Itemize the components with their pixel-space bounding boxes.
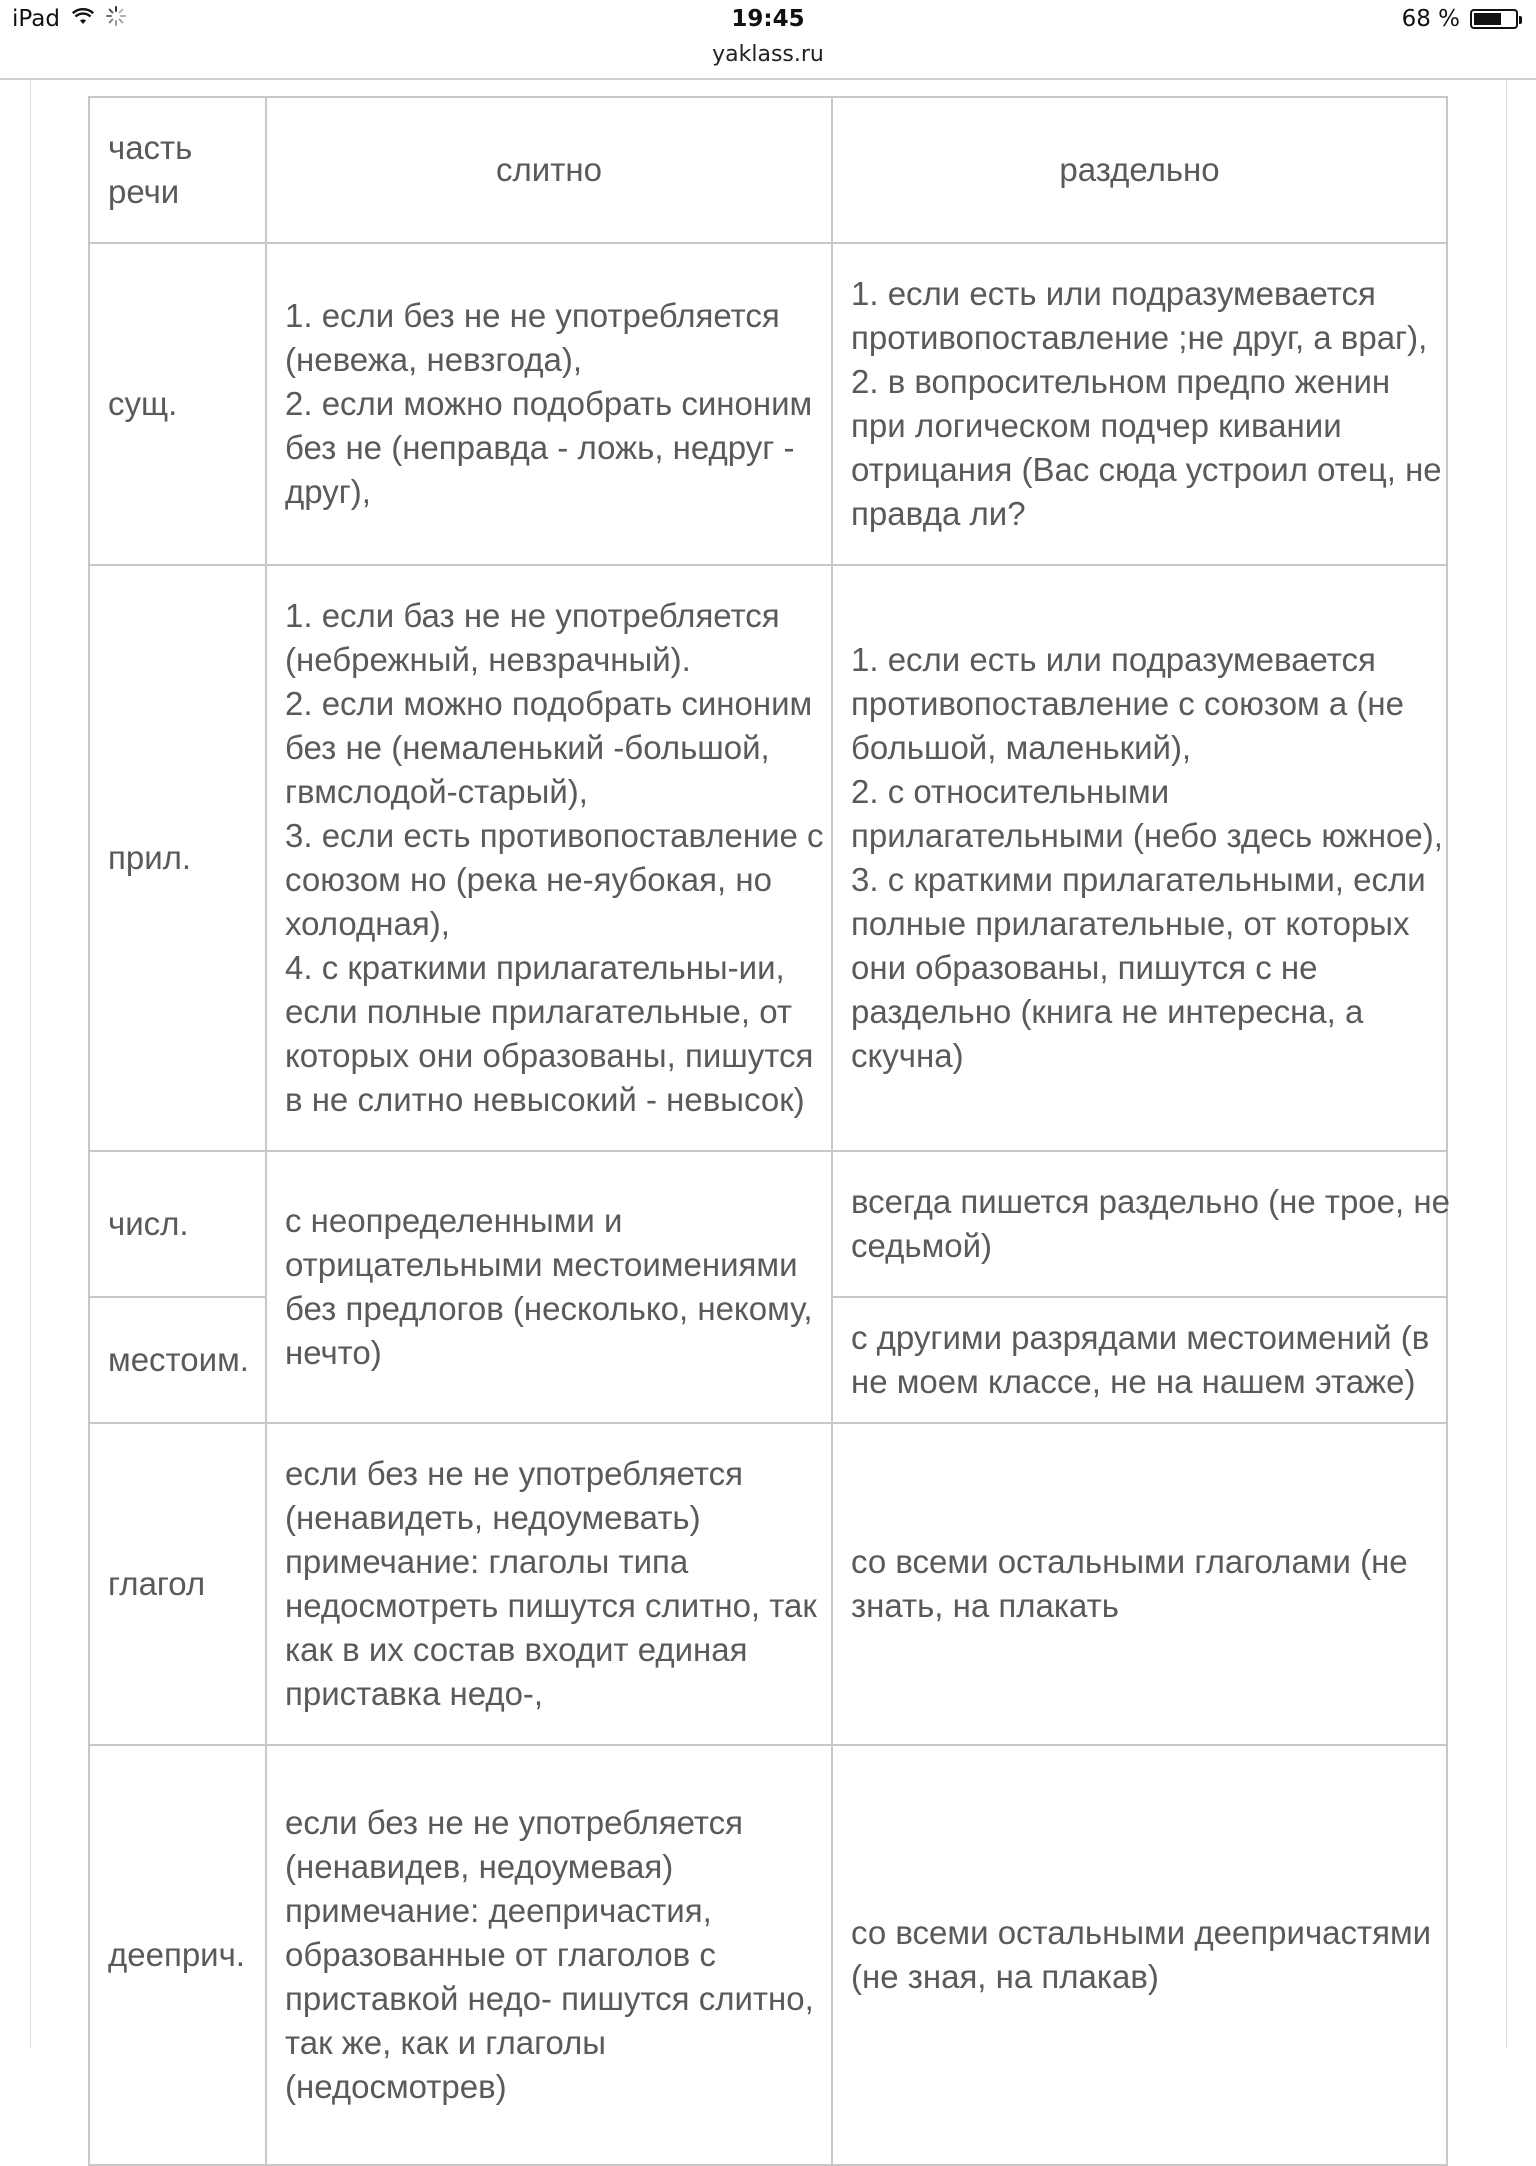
cell-verb-separate	[832, 1423, 1447, 1745]
url-text[interactable]: yaklass.ru	[712, 42, 824, 67]
text-line: приставка недо-,	[285, 1675, 544, 1712]
text-line: 2. в вопросительном предпо женин	[851, 363, 1391, 400]
table-row-noun	[89, 243, 1447, 565]
status-time: 19:45	[731, 6, 805, 32]
text-line: прилагательными (небо здесь южное),	[851, 817, 1443, 854]
device-name: iPad	[12, 6, 60, 32]
cell-adjective-separate	[832, 565, 1447, 1151]
table-row-numeral	[89, 1151, 1447, 1297]
text-line: 2. если можно подобрать синоним	[285, 385, 813, 422]
text-line: как в их состав входит единая	[285, 1631, 748, 1668]
row-label-adjective: прил.	[89, 565, 266, 1151]
text-line: со всеми остальными глаголами (не	[851, 1543, 1408, 1580]
text-line: гвмслодой-старый),	[285, 773, 588, 810]
cell-noun-together	[266, 243, 832, 565]
text-line: которых они образованы, пишутся	[285, 1037, 814, 1074]
cell-numeral-pronoun-together	[266, 1151, 832, 1423]
page-border-right	[1506, 80, 1507, 2048]
table-header-row	[89, 97, 1447, 243]
text-line: без предлогов (несколько, некому,	[285, 1290, 813, 1327]
text-line: 1. если есть или подразумевается	[851, 641, 1376, 678]
text-line: при логическом подчер кивании	[851, 407, 1342, 444]
text-line: 2. если можно подобрать синоним	[285, 685, 813, 722]
text-line: (ненавидеть, недоумевать)	[285, 1499, 701, 1536]
header-part-of-speech	[89, 97, 266, 243]
text-line: приставкой недо- пишутся слитно,	[285, 1980, 814, 2017]
text-line: 4. с краткими прилагательны-ии,	[285, 949, 785, 986]
text-line: противопоставление ;не друг, а враг),	[851, 319, 1428, 356]
row-label-pronoun: местоим.	[89, 1297, 266, 1423]
battery-percent: 68 %	[1401, 6, 1460, 32]
cell-gerund-separate	[832, 1745, 1447, 2165]
battery-level-fill	[1474, 13, 1501, 25]
header-separate: раздельно	[832, 97, 1447, 243]
text-line: нечто)	[285, 1334, 382, 1371]
text-line: 3. если есть противопоставление с	[285, 817, 824, 854]
text-line: с неопределенными и	[285, 1202, 623, 1239]
text-line: союзом но (река не-яубокая, но	[285, 861, 772, 898]
text-line: противопоставление с союзом а (не	[851, 685, 1404, 722]
text-line: друг),	[285, 473, 371, 510]
table-row-gerund	[89, 1745, 1447, 2165]
text-line: отрицания (Вас сюда устроил отец, не	[851, 451, 1442, 488]
table-row-adjective	[89, 565, 1447, 1151]
table-row-verb	[89, 1423, 1447, 1745]
text-line: они образованы, пишутся с не	[851, 949, 1318, 986]
header-together: слитно	[266, 97, 832, 243]
text-line: в не слитно невысокий - невысок)	[285, 1081, 805, 1118]
text-line: (невежа, невзгода),	[285, 341, 583, 378]
text-line: без не (неправда - ложь, недруг -	[285, 429, 795, 466]
text-line: недосмотреть пишутся слитно, так	[285, 1587, 817, 1624]
text-line: образованные от глаголов с	[285, 1936, 716, 1973]
address-bar[interactable]	[0, 40, 1536, 76]
text-line: большой, маленький),	[851, 729, 1192, 766]
text-line: 2. с относительными	[851, 773, 1170, 810]
page-border-left	[30, 80, 31, 2048]
text-line: 1. если есть или подразумевается	[851, 275, 1376, 312]
text-line: всегда пишется раздельно (не трое, не	[851, 1183, 1450, 1220]
text-line: скучна)	[851, 1037, 964, 1074]
text-line: с другими разрядами местоимений (в	[851, 1319, 1430, 1356]
text-line: правда ли?	[851, 495, 1026, 532]
row-label-numeral: числ.	[89, 1151, 266, 1297]
spelling-rules-table	[88, 96, 1448, 2166]
text-line: 1. если без не не употребляется	[285, 297, 780, 334]
text-line: речи	[108, 173, 180, 210]
text-line: (недосмотрев)	[285, 2068, 507, 2105]
text-line: если без не не употребляется	[285, 1455, 744, 1492]
text-line: часть	[108, 129, 193, 166]
text-line: полные прилагательные, от которых	[851, 905, 1410, 942]
status-bar-right	[1402, 6, 1518, 32]
cell-noun-separate	[832, 243, 1447, 565]
text-line: знать, на плакать	[851, 1587, 1119, 1624]
cell-adjective-together	[266, 565, 832, 1151]
cell-pronoun-separate	[832, 1297, 1447, 1423]
text-line: раздельно (книга не интересна, а	[851, 993, 1364, 1030]
status-bar	[0, 0, 1536, 40]
text-line: примечание: деепричастия,	[285, 1892, 712, 1929]
text-line: (небрежный, невзрачный).	[285, 641, 691, 678]
cell-numeral-separate	[832, 1151, 1450, 1297]
text-line: 1. если баз не не употребляется	[285, 597, 780, 634]
cell-gerund-together	[266, 1745, 832, 2165]
text-line: со всеми остальными деепричастями	[851, 1914, 1432, 1951]
text-line: так же, как и глаголы	[285, 2024, 607, 2061]
row-label-gerund: дееприч.	[89, 1745, 266, 2165]
text-line: холодная),	[285, 905, 450, 942]
cell-verb-together	[266, 1423, 832, 1745]
row-label-noun: сущ.	[89, 243, 266, 565]
text-line: не моем классе, не на нашем этаже)	[851, 1363, 1416, 1400]
text-line: отрицательными местоимениями	[285, 1246, 798, 1283]
text-line: 3. с краткими прилагательными, если	[851, 861, 1426, 898]
text-line: (ненавидев, недоумевая)	[285, 1848, 674, 1885]
battery-icon	[1470, 9, 1518, 29]
text-line: без не (немаленький -большой,	[285, 729, 770, 766]
toolbar-divider	[0, 78, 1536, 80]
text-line: седьмой)	[851, 1227, 993, 1264]
text-line: примечание: глаголы типа	[285, 1543, 689, 1580]
text-line: (не зная, на плакав)	[851, 1958, 1159, 1995]
text-line: если полные прилагательные, от	[285, 993, 792, 1030]
row-label-verb: глагол	[89, 1423, 266, 1745]
text-line: если без не не употребляется	[285, 1804, 744, 1841]
